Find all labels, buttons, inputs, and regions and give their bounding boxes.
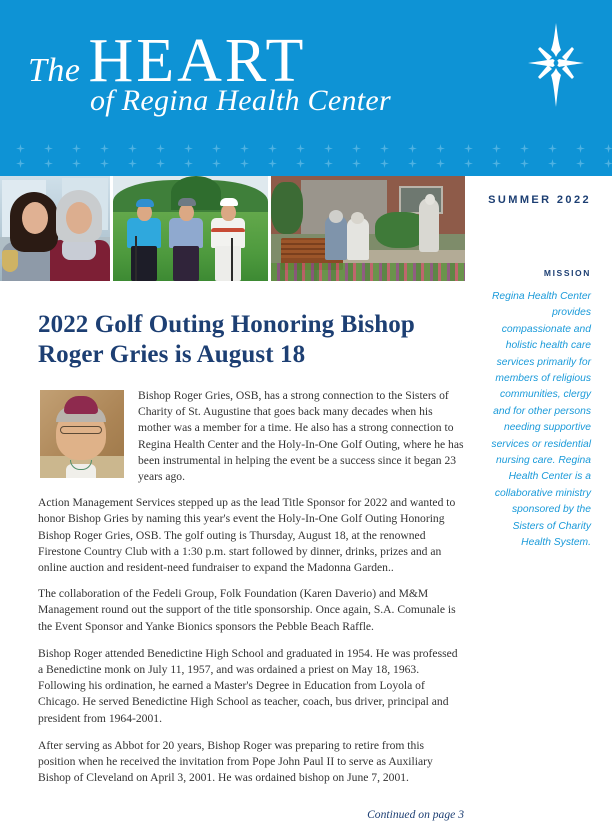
article-paragraph: Bishop Roger attended Benedictine High School and graduated in 1954. He was professed a Benedictine monk on July 11, 1957, and was ordained a priest on May 18, 1963. Following his ordination, he earned a Master's Degree in Education from Loyola of Chicago. He served Benedictine High School as teacher, coach, bus driver, principal and president from 1964-2001.	[38, 646, 458, 725]
decorative-dot	[44, 159, 53, 168]
decorative-dot	[520, 159, 529, 168]
issue-date: SUMMER 2022	[488, 194, 591, 206]
compass-star-icon	[528, 23, 584, 107]
decorative-dot	[296, 159, 305, 168]
title-the: The	[28, 52, 81, 89]
article-paragraph: Bishop Roger Gries, OSB, has a strong connection to the Sisters of Charity of St. Augustine that goes back many decades when his mother was a member for a time. He also has a strong connection to Regina Health Center and the Holy-In-One Golf Outing, where he has been instrumental in helping the event be a success since it began 23 years ago.	[138, 389, 464, 484]
article-paragraph: After serving as Abbot for 20 years, Bishop Roger was preparing to retire from this position when he received the invitation from Pope John Paul II to serve as Auxiliary Bishop of Cleveland on April 3, 2001. He was ordained bishop on June 7, 2001.	[38, 738, 433, 785]
decorative-dot	[100, 159, 109, 168]
decorative-dot	[464, 144, 473, 153]
decorative-dot	[156, 159, 165, 168]
decorative-dot	[212, 159, 221, 168]
bishop-portrait-photo	[40, 390, 124, 478]
decorative-dot	[380, 144, 389, 153]
decorative-dot	[436, 144, 445, 153]
decorative-dot	[576, 144, 585, 153]
decorative-dot	[268, 159, 277, 168]
decorative-dot	[44, 144, 53, 153]
decorative-dot	[128, 159, 137, 168]
photo-strip	[0, 176, 612, 281]
decorative-dot	[184, 144, 193, 153]
mission-text: Regina Health Center provides compassionate and holistic health care services primarily for members of religious communities, clergy and for other persons needing supportive services or residential nursing care. Regina Health Center is a collaborative ministry sponsored by the Sisters of Charity Health System.	[491, 291, 591, 549]
decorative-dot	[240, 144, 249, 153]
mission-sidebar	[483, 268, 591, 552]
decorative-dot	[156, 144, 165, 153]
decorative-dot	[72, 144, 81, 153]
decorative-dot	[520, 144, 529, 153]
continued-on-page-note[interactable]: Continued on page 3	[367, 808, 464, 821]
decorative-dot	[268, 144, 277, 153]
masthead-banner	[0, 0, 612, 137]
decorative-dot	[72, 159, 81, 168]
decorative-dot	[604, 159, 612, 168]
publication-subtitle: of Regina Health Center	[90, 84, 392, 117]
decorative-dot	[240, 159, 249, 168]
article-paragraph: The collaboration of the Fedeli Group, Folk Foundation (Karen Daverio) and M&M Management round out the support of the title sponsorship. Once again, S.A. Comunale is the Event Sponsor and Yanke Bionics sponsors the Pebble Beach Raffle.	[38, 587, 456, 633]
lead-article	[38, 310, 464, 821]
article-paragraph: Action Management Services stepped up as the lead Title Sponsor for 2022 and wanted to honor Bishop Gries by naming this year's event the Holy-In-One Golf Outing Honoring Bishop Roger Gries, OSB. The golf outing is Thursday, August 18, at the renowned Firestone Country Club with a 1:30 p.m. start followed by dinner, drinks, prizes and an online auction and resident-need fundraiser to expand the Madonna Garden..	[38, 496, 456, 575]
decorative-dot	[352, 159, 361, 168]
mission-heading: MISSION	[543, 268, 591, 278]
photo-three-golfers	[113, 176, 268, 281]
decorative-dot	[548, 159, 557, 168]
decorative-dot	[324, 159, 333, 168]
decorative-dot	[548, 144, 557, 153]
photo-couple-in-garden	[271, 176, 465, 281]
decorative-dot	[184, 159, 193, 168]
decorative-dot	[16, 159, 25, 168]
decorative-dot	[324, 144, 333, 153]
decorative-dot	[100, 144, 109, 153]
decorative-dot-band	[0, 137, 612, 176]
decorative-dot	[436, 159, 445, 168]
decorative-dot	[464, 159, 473, 168]
dot-row-top	[0, 144, 612, 156]
decorative-dot	[212, 144, 221, 153]
decorative-dot	[492, 159, 501, 168]
decorative-dot	[380, 159, 389, 168]
article-headline: 2022 Golf Outing Honoring Bishop Roger Gries is August 18	[38, 311, 415, 368]
decorative-dot	[352, 144, 361, 153]
decorative-dot	[296, 144, 305, 153]
dot-row-bottom	[0, 159, 612, 171]
decorative-dot	[576, 159, 585, 168]
decorative-dot	[408, 144, 417, 153]
photo-women-at-event	[0, 176, 110, 281]
decorative-dot	[604, 144, 612, 153]
decorative-dot	[492, 144, 501, 153]
decorative-dot	[128, 144, 137, 153]
title-heart: HEART	[88, 27, 307, 95]
decorative-dot	[408, 159, 417, 168]
decorative-dot	[16, 144, 25, 153]
